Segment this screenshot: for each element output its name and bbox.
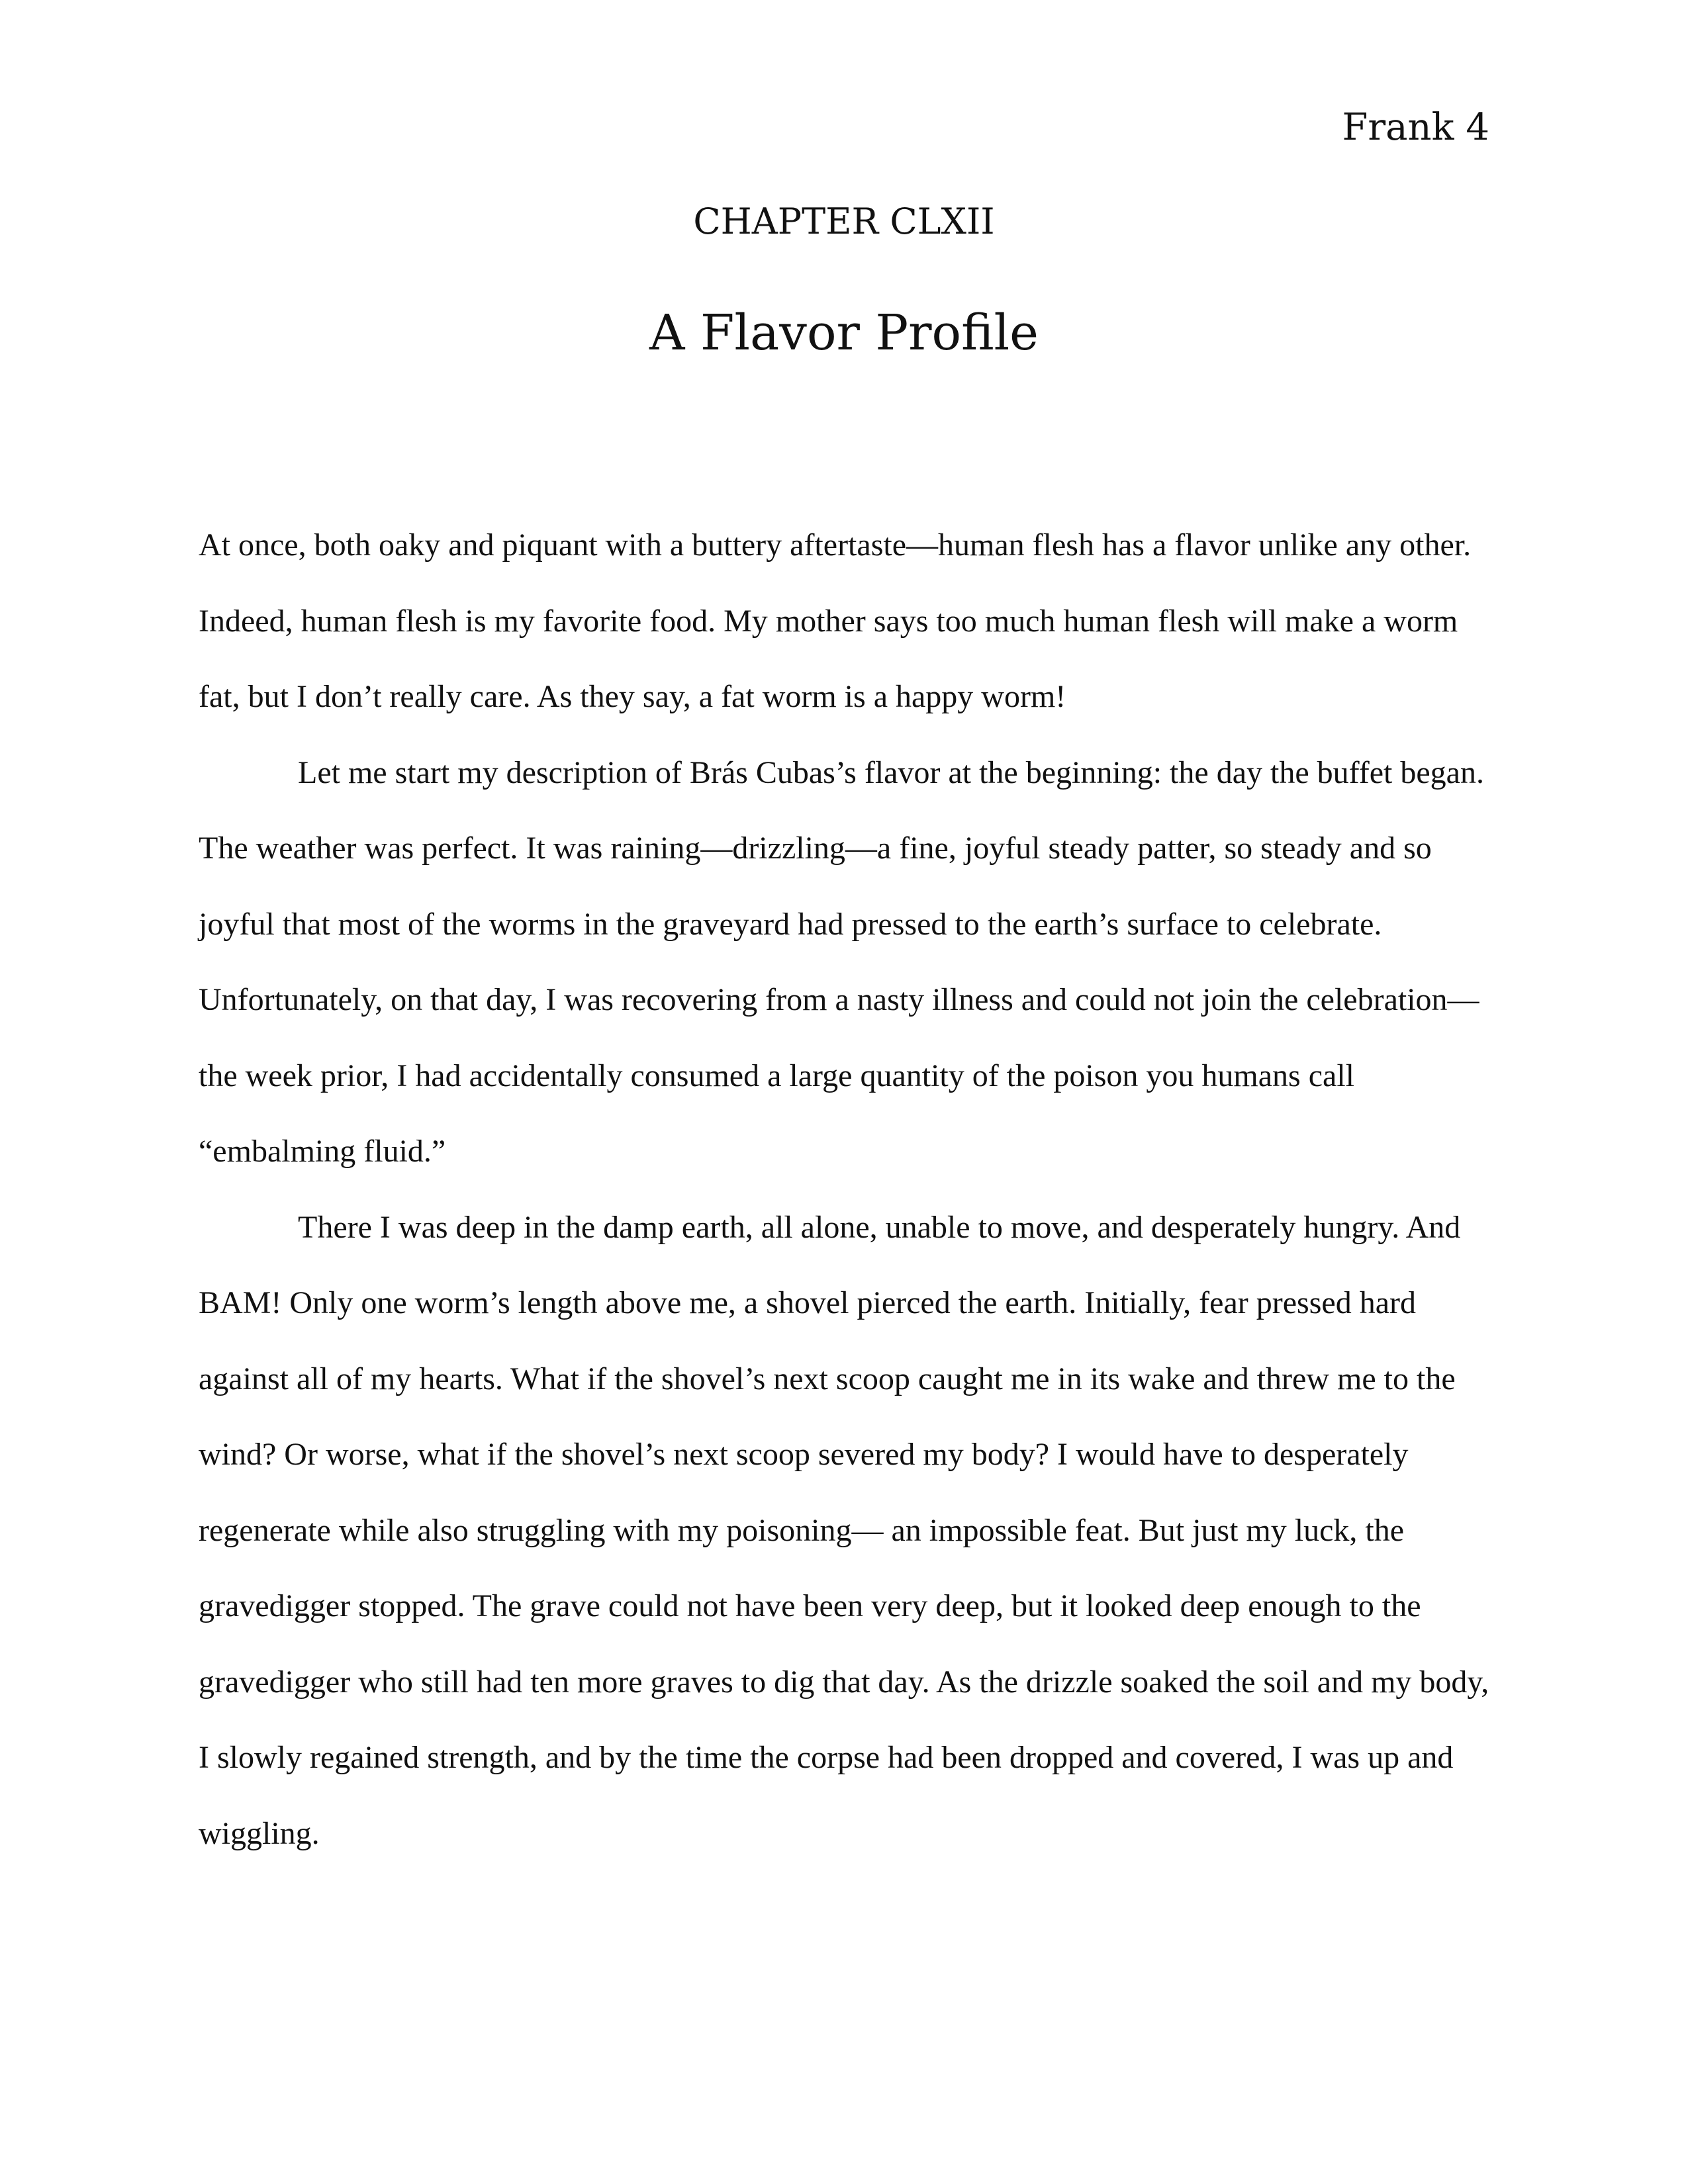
chapter-title: A Flavor Profile [649, 304, 1039, 361]
running-head: Frank 4 [1342, 106, 1489, 149]
body-text [199, 508, 1489, 1872]
chapter-number: CHAPTER CLXII [693, 201, 995, 242]
paragraph-3: There I was deep in the damp earth, all alone, unable to move, and desperately hungry. And BAM! Only one worm’s length above me, a shovel pierced the earth. Initially, fear pressed hard against all of my hearts. What if the shovel’s next scoop caught me in its wake and threw me to the wind? Or worse, what if the shovel’s next scoop severed my body? I would have to desperately regenerate while also struggling with my poisoning— an impossible feat. But just my luck, the gravedigger stopped. The grave could not have been very deep, but it looked deep enough to the gravedigger who still had ten more graves to dig that day. As the drizzle soaked the soil and my body, I slowly regained strength, and by the time the corpse had been dropped and covered, I was up and wiggling. [199, 1209, 1489, 1851]
paragraph-2: Let me start my description of Brás Cubas’s flavor at the beginning: the day the buffet began. The weather was perfect. It was raining—drizzling—a fine, joyful steady patter, so steady and so joyful that most of the worms in the graveyard had pressed to the earth’s surface to celebrate. Unfortunately, on that day, I was recovering from a nasty illness and could not join the celebration—the week prior, I had accidentally consumed a large quantity of the poison you humans call “embalming fluid.” [199, 754, 1484, 1169]
paragraph-1: At once, both oaky and piquant with a buttery aftertaste—human flesh has a flavor unlike any other. Indeed, human flesh is my favorite food. My mother says too much human flesh will make a worm fat, but I don’t really care. As they say, a fat worm is a happy worm! [199, 527, 1472, 714]
